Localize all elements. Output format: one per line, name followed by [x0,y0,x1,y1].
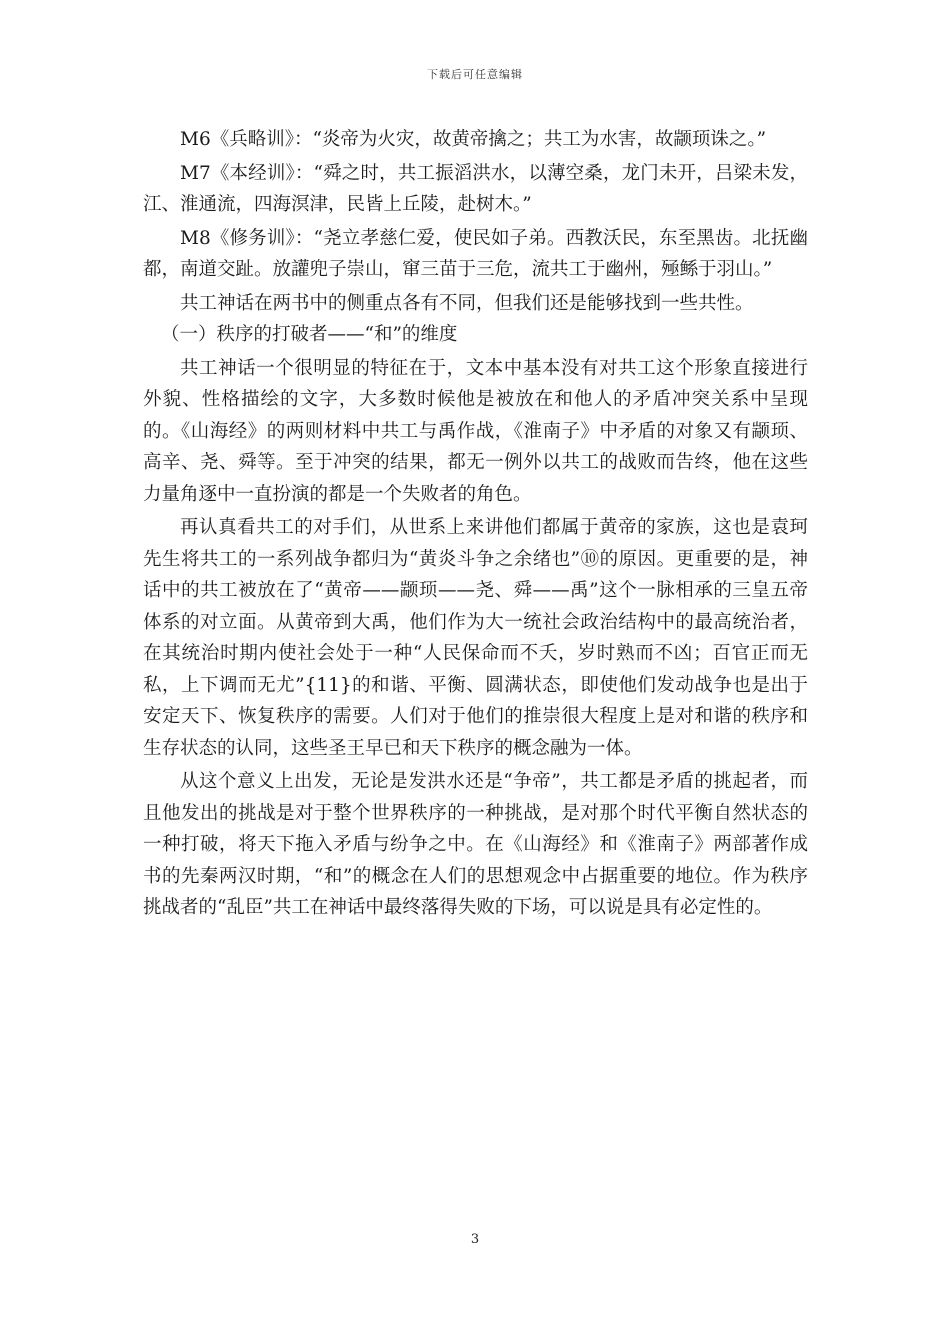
body-paragraph: 共工神话一个很明显的特征在于，文本中基本没有对共工这个形象直接进行外貌、性格描绘的文字，大多数时候他是被放在和他人的矛盾冲突关系中呈现的。《山海经》的两则材料中共工与禹作战，《淮南子》中矛盾的对象又有颛顼、高辛、尧、舜等。至于冲突的结果，都无一例外以共工的战败而告终，他在这些力量角逐中一直扮演的都是一个失败者的角色。 [143,357,808,505]
page-header: 下载后可任意编辑 [427,68,523,81]
page-number: 3 [470,1232,480,1247]
summary-paragraph: 共工神话在两书中的侧重点各有不同，但我们还是能够找到一些共性。 [180,292,754,314]
quote-paragraph-m6: M6《兵略训》：“炎帝为火灾，故黄帝擒之；共工为水害，故颛顼诛之。” [180,129,767,150]
document-body [143,124,808,924]
quote-paragraph-m7: M7《本经训》：“舜之时，共工振滔洪水，以薄空桑，龙门未开，吕梁未发，江、淮通流，四海溟津，民皆上丘陵，赴树木。” [143,162,808,215]
body-paragraph: 从这个意义上出发，无论是发洪水还是“争帝”，共工都是矛盾的挑起者，而且他发出的挑战是对于整个世界秩序的一种挑战，是对那个时代平衡自然状态的一种打破，将天下拖入矛盾与纷争之中。在《山海经》和《淮南子》两部著作成书的先秦两汉时期，“和”的概念在人们的思想观念中占据重要的地位。作为秩序挑战者的“乱臣”共工在神话中最终落得失败的下场，可以说是具有必定性的。 [143,771,808,918]
body-paragraph: 再认真看共工的对手们，从世系上来讲他们都属于黄帝的家族，这也是袁珂先生将共工的一系列战争都归为“黄炎斗争之余绪也”⑩的原因。更重要的是，神话中的共工被放在了“黄帝——颛顼——尧、舜——禹”这个一脉相承的三皇五帝体系的对立面。从黄帝到大禹，他们作为大一统社会政治结构中的最高统治者，在其统治时期内使社会处于一种“人民保命而不夭，岁时熟而不凶；百官正而无私，上下调而无尤”{11}的和谐、平衡、圆满状态，即使他们发动战争也是出于安定天下、恢复秩序的需要。人们对于他们的推崇很大程度上是对和谐的秩序和生存状态的认同，这些圣王早已和天下秩序的概念融为一体。 [143,517,808,759]
section-heading: （一）秩序的打破者——“和”的维度 [161,324,458,345]
quote-paragraph-m8: M8《修务训》：“尧立孝慈仁爱，使民如子弟。西教沃民，东至黑齿。北抚幽都，南道交趾。放讙兜子崇山，窜三苗于三危，流共工于幽州，殛鲧于羽山。” [143,227,808,280]
